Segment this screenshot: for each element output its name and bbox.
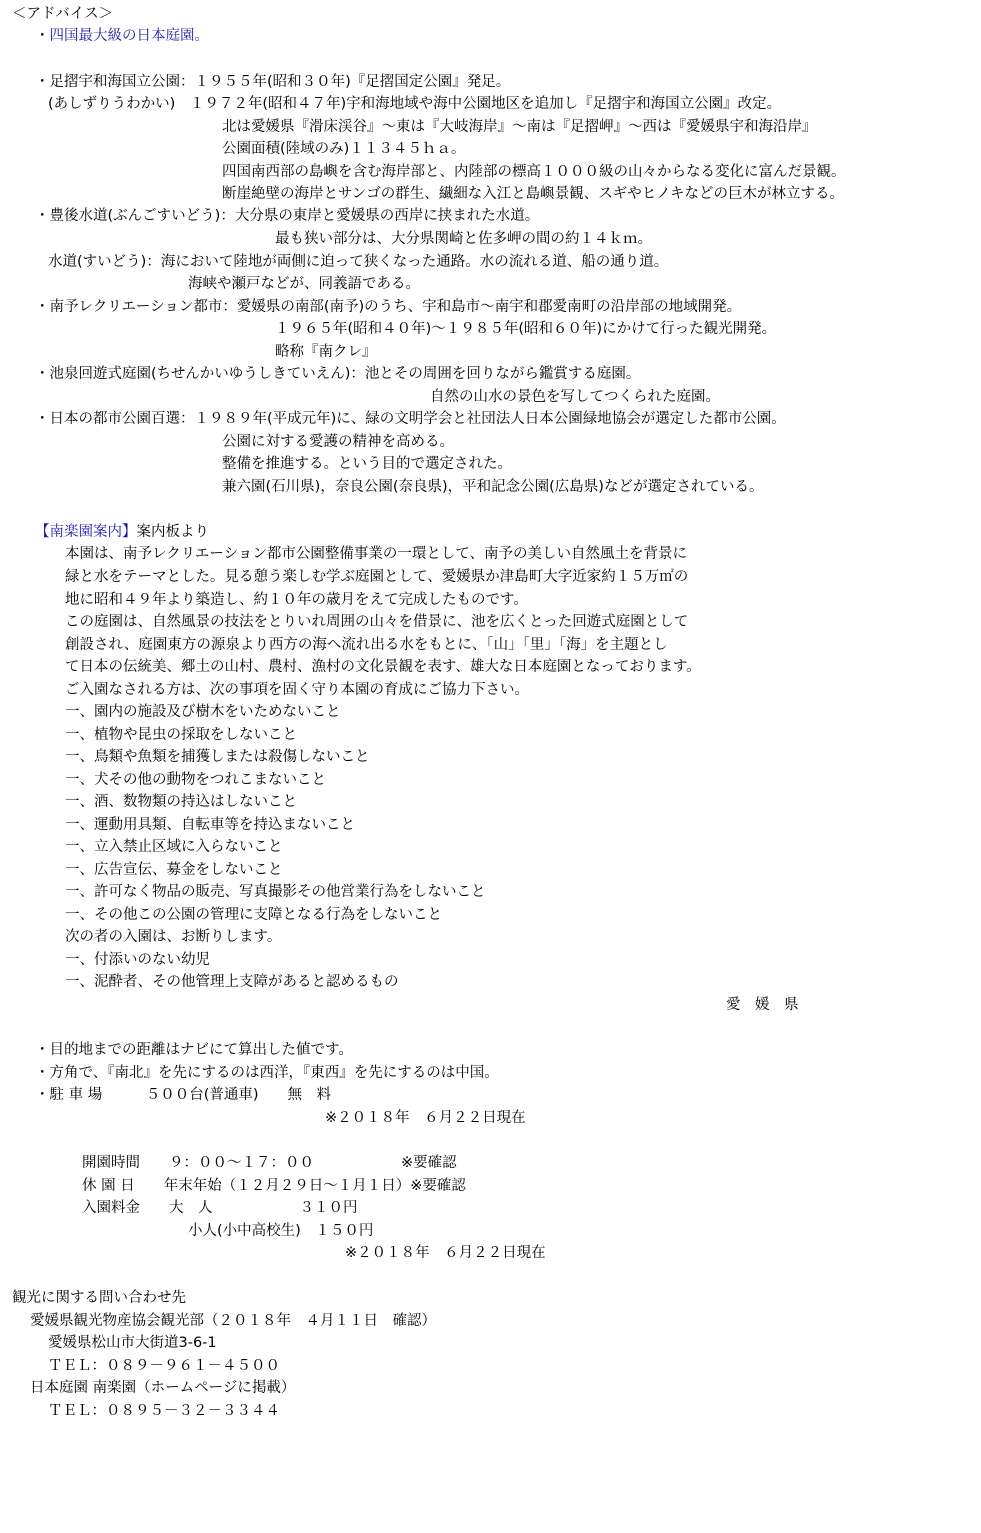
line-text: ※２０１８年 ６月２２日現在 [345, 1245, 546, 1261]
line-text: 一、酒、数物類の持込はしないこと [65, 794, 297, 810]
line-text: ・ [35, 28, 50, 44]
text-line [222, 432, 454, 452]
text-line [65, 972, 399, 992]
line-text: 一、犬その他の動物をつれこまないこと [65, 772, 326, 788]
text-line [65, 725, 297, 745]
text-line [222, 162, 846, 182]
line-text: 休 園 日 年末年始（１２月２９日～１月１日）※要確認 [82, 1178, 466, 1194]
line-text: ・目的地までの距離はナビにて算出した値です。 [35, 1042, 353, 1058]
line-text: 一、広告宣伝、募金をしないこと [65, 862, 283, 878]
line-text: 公園に対する愛護の精神を高める。 [222, 434, 454, 450]
line-text: ご入園なされる方は、次の事項を固く守り本園の育成にご協力下さい。 [65, 682, 529, 698]
text-line [82, 1198, 358, 1218]
text-line [65, 815, 355, 835]
text-line [65, 747, 370, 767]
text-line [65, 905, 442, 925]
text-line [65, 770, 326, 790]
line-text: 略称『南クレ』 [275, 344, 377, 360]
text-line [188, 1221, 373, 1241]
text-line [65, 792, 297, 812]
text-line [222, 454, 512, 474]
text-line [35, 1040, 353, 1060]
line-text: 地に昭和４９年より築造し、約１０年の歳月をえて完成したものです。 [65, 592, 528, 608]
text-line [35, 522, 209, 542]
line-text: 創設され、庭園東方の源泉より西方の海へ流れ出る水をもとに、「山」「里」「海」を主題とし [65, 637, 668, 653]
line-text: 日本庭園 南楽園（ホームページに掲載） [30, 1380, 296, 1396]
line-text: 公園面積(陸域のみ)１１３４５ｈａ。 [222, 141, 466, 157]
text-line [65, 612, 688, 632]
text-line [35, 1085, 331, 1105]
line-text: ＴＥＬ：０８９５－３２－３３４４ [48, 1403, 280, 1419]
text-line [30, 1311, 436, 1331]
text-line [430, 387, 720, 407]
line-text: 断崖絶壁の海岸とサンゴの群生、繊細な入江と島嶼景観、スギやヒノキなどの巨木が林立する。 [222, 186, 845, 202]
line-text: ・南予レクリエーション都市：愛媛県の南部(南予)のうち、宇和島市～南宇和郡愛南町の沿岸部の地域開発。 [35, 299, 742, 315]
text-line [65, 837, 283, 857]
text-line [345, 1243, 546, 1263]
line-text: ・日本の都市公園百選：１９８９年(平成元年)に、緑の文明学会と社団法人日本公園緑地協会が選定した都市公園。 [35, 411, 786, 427]
text-line [35, 26, 209, 46]
text-line [65, 590, 528, 610]
text-line [726, 995, 799, 1015]
text-line [188, 274, 420, 294]
text-line [275, 319, 776, 339]
text-line [48, 1356, 280, 1376]
line-text: ＴＥＬ：０８９－９６１－４５００ [48, 1358, 280, 1374]
line-text: この庭園は、自然風景の技法をとりいれ周囲の山々を借景に、池を広くとった回遊式庭園として [65, 614, 689, 630]
line-text: 整備を推進する。という目的で選定された。 [222, 456, 512, 472]
text-line [35, 409, 786, 429]
text-line [65, 657, 701, 677]
line-text: 最も狭い部分は、大分県関崎と佐多岬の間の約１４ｋｍ。 [275, 231, 652, 247]
line-text: ・足摺宇和海国立公園：１９５５年(昭和３０年)『足摺国定公園』発足。 [35, 74, 511, 90]
highlight-text: 四国最大級の日本庭園。 [49, 28, 209, 44]
line-text: 一、立入禁止区域に入らないこと [65, 839, 283, 855]
line-text: 一、植物や昆虫の採取をしないこと [65, 727, 297, 743]
line-text: 四国南西部の島嶼を含む海岸部と、内陸部の標高１０００級の山々からなる変化に富んだ景観。 [222, 164, 846, 180]
text-line [275, 229, 652, 249]
text-line [65, 680, 529, 700]
text-line [325, 1108, 526, 1128]
line-text: 愛媛県観光物産協会観光部（２０１８年 ４月１１日 確認） [30, 1313, 436, 1329]
text-line [35, 1063, 499, 1083]
line-text: 一、運動用具類、自転車等を持込まないこと [65, 817, 355, 833]
text-line [222, 117, 817, 137]
line-text: 水道(すいどう)：海において陸地が両側に迫って狭くなった通路。水の流れる道、船の通り道。 [48, 254, 669, 270]
text-line [12, 1288, 186, 1308]
line-text: 開園時間 ９：００～１７：００ ※要確認 [82, 1155, 457, 1171]
line-text: 観光に関する問い合わせ先 [12, 1290, 186, 1306]
line-suffix: 案内板より [136, 524, 209, 540]
text-line [48, 1333, 217, 1353]
line-text: 北は愛媛県『滑床渓谷』～東は『大岐海岸』～南は『足摺岬』～西は『愛媛県宇和海沿岸』 [222, 119, 817, 135]
line-text: 一、鳥類や魚類を捕獲しまたは殺傷しないこと [65, 749, 370, 765]
text-line [35, 364, 640, 384]
line-text: ※２０１８年 ６月２２日現在 [325, 1110, 526, 1126]
line-text: 小人(小中高校生) １５０円 [188, 1223, 374, 1239]
text-line [35, 206, 539, 226]
line-text: 一、その他この公園の管理に支障となる行為をしないこと [65, 907, 442, 923]
line-text: 緑と水をテーマとした。見る憩う楽しむ学ぶ庭園として、愛媛県か津島町大字近家約１５万㎡の [65, 569, 689, 585]
line-text: ・池泉回遊式庭園(ちせんかいゆうしきていえん)：池とその周囲を回りながら鑑賞する庭園。 [35, 366, 641, 382]
text-line [30, 1378, 295, 1398]
text-line [222, 477, 763, 497]
text-line [65, 927, 281, 947]
line-text: １９６５年(昭和４０年)～１９８５年(昭和６０年)にかけて行った観光開発。 [275, 321, 777, 337]
line-text: 愛媛県松山市大街道3-6-1 [48, 1335, 217, 1351]
line-text: ＜アドバイス＞ [12, 6, 114, 22]
line-text: 一、泥酔者、その他管理上支障があると認めるもの [65, 974, 399, 990]
line-text: て日本の伝統美、郷土の山村、農村、漁村の文化景観を表す、雄大な日本庭園となっております。 [65, 659, 701, 675]
line-text: 愛 媛 県 [726, 997, 799, 1013]
line-text: 海峡や瀬戸などが、同義語である。 [188, 276, 420, 292]
text-line [65, 635, 668, 655]
text-line [222, 184, 844, 204]
line-text: 自然の山水の景色を写してつくられた庭園。 [430, 389, 720, 405]
text-line [48, 1401, 280, 1421]
line-text: 入園料金 大 人 ３１０円 [82, 1200, 358, 1216]
line-text: (あしずりうわかい) １９７２年(昭和４７年)宇和海地域や海中公園地区を追加し『足摺宇和海国立公園』改定。 [48, 96, 782, 112]
text-line [35, 297, 741, 317]
line-text: 一、園内の施設及び樹木をいためないこと [65, 704, 341, 720]
line-text: 一、許可なく物品の販売、写真撮影その他営業行為をしないこと [65, 884, 486, 900]
text-line [65, 567, 688, 587]
text-line [222, 139, 465, 159]
text-line [48, 252, 668, 272]
text-line [12, 4, 113, 24]
text-line [65, 882, 486, 902]
text-line [82, 1153, 457, 1173]
text-line [48, 94, 781, 114]
text-line [65, 860, 283, 880]
text-line [35, 72, 510, 92]
line-text: 一、付添いのない幼児 [65, 952, 210, 968]
text-line [65, 544, 687, 564]
line-text: ・駐 車 場 ５００台(普通車) 無 料 [35, 1087, 332, 1103]
text-line [275, 342, 377, 362]
line-text: ・方角で、『南北』を先にするのは西洋，『東西』を先にするのは中国。 [35, 1065, 499, 1081]
line-text: 兼六園(石川県)，奈良公園(奈良県)，平和記念公園(広島県)などが選定されている。 [222, 479, 764, 495]
text-line [65, 702, 341, 722]
line-text: 本園は、南予レクリエーション都市公園整備事業の一環として、南予の美しい自然風土を背景に [65, 546, 688, 562]
line-text: ・豊後水道(ぶんごすいどう)：大分県の東岸と愛媛県の西岸に挟まれた水道。 [35, 208, 540, 224]
line-text: 次の者の入園は、お断りします。 [65, 929, 282, 945]
highlight-text: 【南楽園案内】 [35, 524, 137, 540]
text-line [65, 950, 210, 970]
text-line [82, 1176, 466, 1196]
